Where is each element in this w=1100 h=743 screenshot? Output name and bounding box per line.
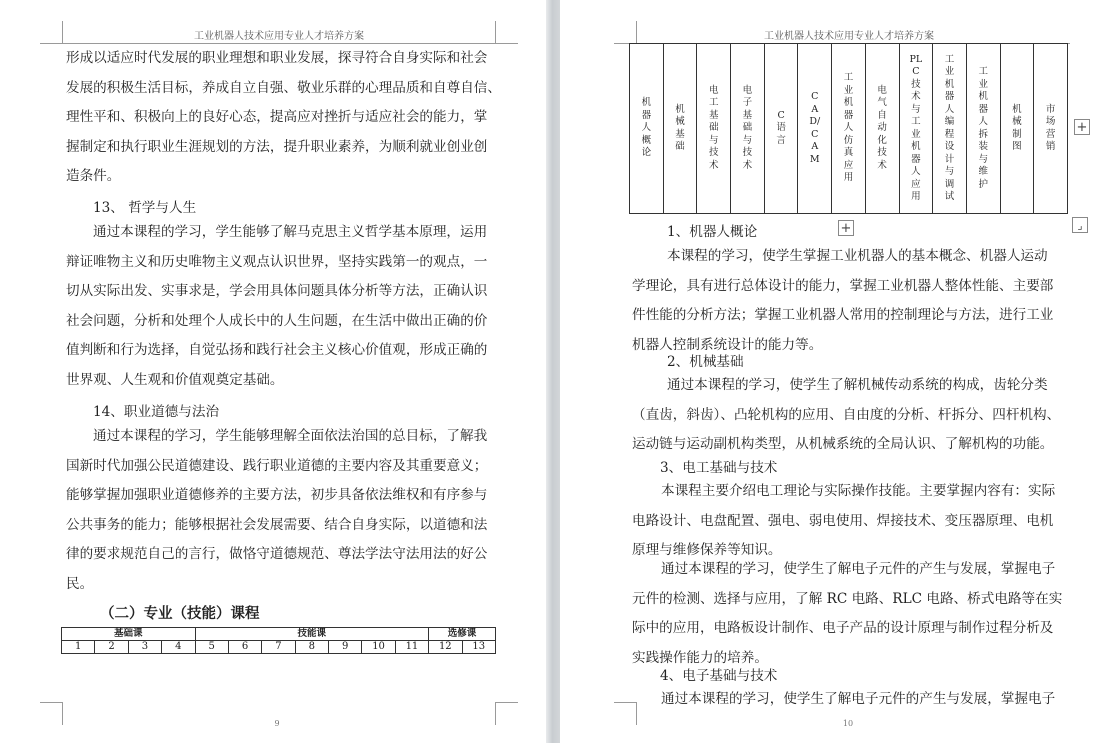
text-line: 握制定和执行职业生涯规划的方法，提升职业素养，为顺利就业创业创: [66, 138, 488, 155]
text-line: 律的要求规范自己的言行，做恪守道德规范、尊法学法守法用法的好公: [66, 546, 488, 562]
table-cell-course[interactable]: [697, 44, 731, 214]
text-line: 电路设计、电盘配置、强电、弱电使用、焊接技术、变压器原理、电机: [632, 512, 1054, 529]
crop-mark: [40, 21, 63, 44]
table-cell[interactable]: 4: [162, 641, 195, 654]
heading-philosophy[interactable]: 13、 哲学与人生: [93, 200, 197, 216]
section-title[interactable]: （二）专业（技能）课程: [100, 605, 260, 622]
heading-mechanical-basics[interactable]: 2、机械基础: [667, 354, 744, 370]
running-head: 工业机器人技术应用专业人才培养方案: [194, 31, 364, 42]
text-line: 通过本课程的学习，学生能够了解马克思主义哲学基本原理，运用: [93, 224, 488, 240]
table-cell-group[interactable]: 基础课: [62, 628, 196, 641]
table-cell[interactable]: 10: [362, 641, 395, 654]
table-cell-course[interactable]: [731, 44, 765, 214]
table-cell-group[interactable]: 选修课: [429, 628, 496, 641]
table-cell-course[interactable]: [865, 44, 899, 214]
course-name: PLC技术与工业机器人应用: [909, 53, 923, 202]
heading-robot-intro[interactable]: 1、机器人概论: [667, 224, 758, 240]
paragraph-electrical-2[interactable]: [632, 555, 1062, 673]
heading-ethics-law[interactable]: 14、职业道德与法治: [93, 404, 220, 420]
table-cell[interactable]: 1: [62, 641, 95, 654]
course-name: 工业机器人仿真应用: [843, 72, 854, 184]
document-page-9: [0, 0, 546, 743]
course-name: 机械基础: [675, 103, 685, 152]
course-name: CAD/CAM: [809, 91, 821, 165]
page-number: 10: [842, 719, 854, 728]
text-line: 造条件。: [66, 168, 121, 184]
text-line: 发展的积极生活目标，养成自立自强、敬业乐群的心理品质和自尊自信、: [66, 79, 501, 96]
course-name: 电工基础与技术: [708, 84, 719, 171]
course-name: 电子基础与技术: [742, 84, 753, 171]
text-line: 本课程主要介绍电工理论与实际操作技能。主要掌握内容有：实际: [661, 483, 1056, 499]
table-cell-course[interactable]: [1000, 44, 1034, 214]
crop-mark: [495, 702, 518, 725]
table-cell[interactable]: 8: [295, 641, 328, 654]
table-cell[interactable]: 5: [195, 641, 228, 654]
paragraph-electrical[interactable]: [632, 477, 1055, 566]
text-line: 理性平和、积极向上的良好心态，提高应对挫折与适应社会的能力，掌: [66, 109, 488, 125]
table-cell[interactable]: 13: [462, 641, 496, 654]
course-name: 机器人概论: [641, 97, 652, 159]
text-line: 学理论，具有进行总体设计的能力，掌握工业机器人整体性能、主要部: [632, 277, 1054, 294]
text-line: （直齿，斜齿）、凸轮机构的应用、自由度的分析、杆拆分、四杆机构、: [632, 406, 1061, 423]
table-cell-course[interactable]: [966, 44, 1000, 214]
table-cell-group[interactable]: 技能课: [195, 628, 429, 641]
text-line: 本课程的学习，使学生掌握工业机器人的基本概念、机器人运动: [667, 248, 1048, 264]
table-cell[interactable]: 6: [228, 641, 261, 654]
page-number: 9: [274, 719, 280, 728]
add-row-button[interactable]: +: [838, 220, 854, 236]
text-line: 公共事务的能力；能够根据社会发展需要、结合自身实际，以道德和法: [66, 516, 488, 533]
table-cell-course[interactable]: [630, 44, 664, 214]
table-cell-course[interactable]: [663, 44, 697, 214]
table-cell-course[interactable]: [832, 44, 866, 214]
text-line: 通过本课程的学习，使学生了解电子元件的产生与发展，掌握电子: [661, 691, 1056, 707]
text-line: 通过本课程的学习，使学生了解电子元件的产生与发展，掌握电子: [661, 561, 1056, 577]
add-column-button[interactable]: +: [1074, 119, 1090, 135]
paragraph-mechanical-basics[interactable]: [632, 371, 1060, 460]
table-cell-course[interactable]: [933, 44, 967, 214]
course-category-table[interactable]: [61, 627, 496, 654]
text-line: 实践操作能力的培养。: [632, 649, 768, 666]
table-row: [62, 628, 496, 641]
text-line: 机器人控制系统设计的能力等。: [632, 336, 823, 353]
text-line: 元件的检测、选择与应用，了解 RC 电路、RLC 电路、桥式电路等在实: [632, 590, 1063, 607]
text-line: 社会问题，分析和处理个人成长中的人生问题，在生活中做出正确的价: [66, 312, 488, 329]
paragraph-intro[interactable]: [66, 44, 501, 192]
paragraph-philosophy[interactable]: [66, 218, 487, 395]
text-line: 运动链与运动副机构类型，从机械系统的全局认识、了解机构的功能。: [632, 436, 1054, 452]
course-list-table[interactable]: [629, 43, 1068, 214]
course-name: C语言: [776, 109, 786, 146]
table-cell[interactable]: 3: [128, 641, 161, 654]
text-line: 通过本课程的学习，学生能够理解全面依法治国的总目标，了解我: [93, 428, 488, 444]
text-line: 切从实际出发、实事求是，学会用具体问题具体分析等方法，正确认识: [66, 283, 488, 299]
paragraph-robot-intro[interactable]: [632, 242, 1053, 360]
table-cell[interactable]: 9: [329, 641, 362, 654]
text-line: 际中的应用，电路板设计制作、电子产品的设计原理与制作过程分析及: [632, 620, 1054, 636]
table-row: [62, 641, 496, 654]
text-line: 辩证唯物主义和历史唯物主义观点认识世界，坚持实践第一的观点，一: [66, 253, 488, 270]
table-row: [630, 44, 1068, 214]
table-cell-course[interactable]: [764, 44, 798, 214]
course-name: 工业机器人拆装与维护: [978, 66, 988, 190]
course-name: 市场营销: [1045, 103, 1056, 152]
table-cell[interactable]: 7: [262, 641, 295, 654]
text-line: 件性能的分析方法；掌握工业机器人常用的控制理论与方法，进行工业: [632, 307, 1054, 323]
table-cell-course[interactable]: [1034, 44, 1068, 214]
table-cell[interactable]: 12: [429, 641, 462, 654]
paragraph-electronics[interactable]: [632, 685, 1055, 715]
text-line: 形成以适应时代发展的职业理想和职业发展，探寻符合自身实际和社会: [66, 50, 488, 66]
running-head: 工业机器人技术应用专业人才培养方案: [764, 31, 934, 42]
table-cell-course[interactable]: [899, 44, 933, 214]
heading-electronics[interactable]: 4、电子基础与技术: [660, 668, 778, 684]
crop-mark: [495, 21, 518, 44]
crop-mark: [40, 702, 63, 725]
text-line: 通过本课程的学习，使学生了解机械传动系统的构成，齿轮分类: [667, 377, 1048, 393]
table-cell-course[interactable]: [798, 44, 832, 214]
text-line: 国新时代加强公民道德建设、践行职业道德的主要内容及其重要意义；: [66, 457, 488, 474]
table-cell[interactable]: 11: [395, 641, 428, 654]
heading-electrical[interactable]: 3、电工基础与技术: [660, 460, 778, 476]
page-gutter: [546, 0, 560, 743]
paragraph-ethics-law[interactable]: [66, 422, 487, 599]
text-line: 能够掌握加强职业道德修养的主要方法，初步具备依法维权和有序参与: [66, 487, 488, 503]
table-cell[interactable]: 2: [95, 641, 128, 654]
text-line: 值判断和行为选择，自觉弘扬和践行社会主义核心价值观，形成正确的: [66, 342, 488, 358]
course-name: 电气自动化技术: [877, 84, 887, 171]
text-line: 原理与维修保养等知识。: [632, 542, 782, 558]
course-name: 工业机器人编程设计与调试: [944, 53, 955, 202]
course-name: 机械制图: [1012, 103, 1022, 152]
text-line: 世界观、人生观和价值观奠定基础。: [66, 371, 284, 388]
text-line: 民。: [66, 575, 94, 592]
table-resize-handle[interactable]: ⌟: [1072, 217, 1088, 233]
